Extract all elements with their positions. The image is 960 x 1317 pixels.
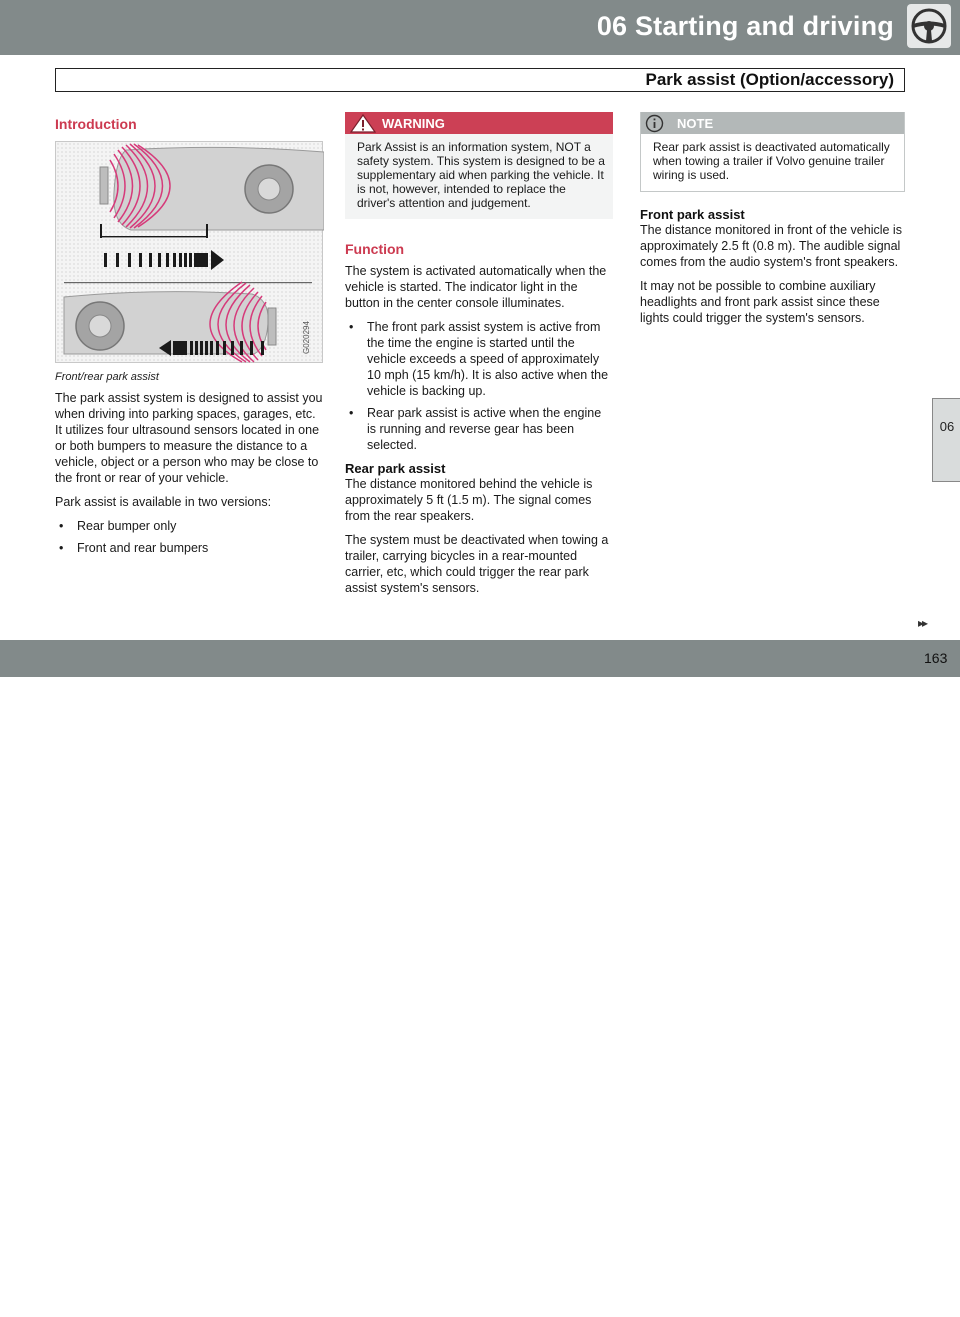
next-page-arrow-icon: ▸▸ xyxy=(918,616,927,630)
function-heading: Function xyxy=(345,241,405,257)
column-introduction xyxy=(55,112,323,562)
bullet-icon: • xyxy=(59,541,64,555)
watermark: carmanualsonline.info xyxy=(592,1286,866,1316)
versions-list xyxy=(55,518,323,556)
chapter-tab-label: 06 xyxy=(939,419,955,434)
note-label: NOTE xyxy=(677,116,714,131)
steering-wheel-icon xyxy=(907,4,951,48)
warning-text: Park Assist is an information system, NOT a safety system. This system is designed to be a supplementary aid when parking the vehicle. It is not, however, intended to replace the driver's attention and judgement. xyxy=(357,140,605,210)
info-icon xyxy=(645,114,664,138)
list-item: • Front and rear bumpers xyxy=(59,541,209,555)
warning-triangle-icon xyxy=(350,114,376,138)
front-assist-lights-paragraph: It may not be possible to combine auxiliary headlights and front park assist since these lights could trigger the system's sensors. xyxy=(640,279,880,325)
note-text: Rear park assist is deactivated automatically when towing a trailer if Volvo genuine trailer wiring is used. xyxy=(653,140,890,182)
bullet-icon: • xyxy=(349,320,354,334)
note-header xyxy=(641,112,904,134)
divider-line xyxy=(64,282,312,283)
chapter-header-bar xyxy=(0,0,960,55)
list-item: • Rear bumper only xyxy=(59,519,177,533)
figure-caption: Front/rear park assist xyxy=(55,371,159,383)
front-distance-scale xyxy=(100,224,224,270)
bullet-icon: • xyxy=(59,519,64,533)
section-title-bar xyxy=(55,68,905,92)
versions-paragraph: Park assist is available in two versions: xyxy=(55,495,272,509)
bullet-icon: • xyxy=(349,406,354,420)
rear-assist-paragraph: The distance monitored behind the vehicle is approximately 5 ft (1.5 m). The signal comes from the rear speakers. xyxy=(345,477,593,523)
rear-sensor xyxy=(268,308,276,345)
rear-assist-towing-paragraph: The system must be deactivated when towing a trailer, carrying bicycles in a rear-mounted carrier, etc, which could trigger the rear park assist system's sensors. xyxy=(345,533,609,595)
column-front-assist xyxy=(640,112,905,334)
figure-code: G020294 xyxy=(302,321,311,354)
footer-bar xyxy=(0,640,960,1316)
section-title: Park assist (Option/accessory) xyxy=(645,70,894,89)
note-box xyxy=(640,112,905,192)
front-park-assist-heading: Front park assist xyxy=(640,207,745,222)
list-item: • The front park assist system is active from the time the engine is started until the vehicle exceeds a speed of approximately 10 mph (15 km/h). It is also active when the vehicle is backing up. xyxy=(349,320,609,398)
warning-box xyxy=(345,112,613,219)
column-function xyxy=(345,112,613,604)
park-assist-illustration xyxy=(55,141,323,363)
front-assist-paragraph: The distance monitored in front of the vehicle is approximately 2.5 ft (0.8 m). The audible signal comes from the audio system's front speakers. xyxy=(640,223,902,269)
front-sensor xyxy=(100,167,108,204)
warning-header xyxy=(345,112,613,134)
list-item: • Rear park assist is active when the engine is running and reverse gear has been selected. xyxy=(349,406,602,452)
rear-park-assist-heading: Rear park assist xyxy=(345,461,446,476)
page-number: 163 xyxy=(924,650,948,666)
chapter-title: 06 Starting and driving xyxy=(596,11,894,41)
chapter-tab xyxy=(932,398,960,482)
intro-paragraph: The park assist system is designed to assist you when driving into parking spaces, garages, etc. It utilizes four ultrasound sensors located in one or both bumpers to measure the distance to a vehicle, object or a person who may be close to the front or rear of your vehicle. xyxy=(55,391,323,485)
function-paragraph: The system is activated automatically when the vehicle is started. The indicator light in the button in the center console illuminates. xyxy=(345,264,607,310)
warning-label: WARNING xyxy=(382,116,445,131)
function-list xyxy=(345,319,613,453)
introduction-heading: Introduction xyxy=(55,116,137,132)
